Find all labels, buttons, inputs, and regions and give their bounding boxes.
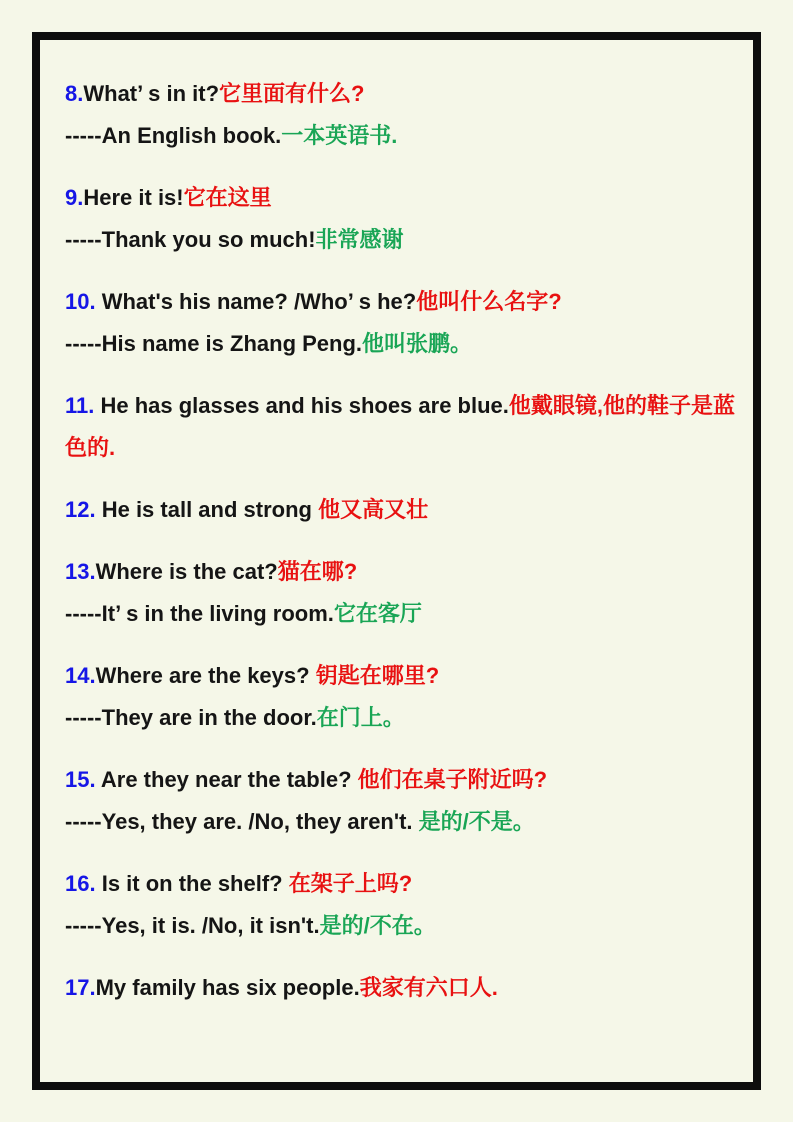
text-segment-number: 17. xyxy=(65,975,96,1000)
text-segment-english: Here it is! xyxy=(83,185,184,210)
text-segment-english: Is it on the shelf? xyxy=(95,871,289,896)
text-segment-english: He is tall and strong xyxy=(95,497,319,522)
answer-line xyxy=(65,905,747,947)
list-item xyxy=(65,759,747,843)
text-segment-english: What's his name? /Who’ s he? xyxy=(95,289,417,314)
text-segment-answer: 它在客厅 xyxy=(333,601,422,626)
question-line xyxy=(65,73,747,115)
text-segment-question: 它在这里 xyxy=(183,185,272,210)
text-segment-english: Where is the cat? xyxy=(95,559,278,584)
list-item xyxy=(65,551,747,635)
text-segment-question: 他戴眼镜,他的鞋子是蓝色的. xyxy=(65,393,736,460)
text-segment-number: 15. xyxy=(65,767,96,792)
text-segment-english: -----His name is Zhang Peng. xyxy=(65,331,363,356)
list-item xyxy=(65,73,747,157)
text-segment-number: 13. xyxy=(65,559,96,584)
text-segment-number: 14. xyxy=(65,663,96,688)
text-segment-english: -----Yes, it is. /No, it isn't. xyxy=(65,913,320,938)
question-line xyxy=(65,551,747,593)
text-segment-number: 11. xyxy=(65,393,95,418)
phrase-list xyxy=(40,40,753,1082)
text-segment-answer: 非常感谢 xyxy=(315,227,404,252)
question-line xyxy=(65,281,747,323)
text-segment-question: 它里面有什么? xyxy=(219,81,365,106)
answer-line xyxy=(65,219,747,261)
text-segment-english: Are they near the table? xyxy=(95,767,358,792)
text-segment-question: 钥匙在哪里? xyxy=(315,663,440,688)
text-segment-english: He has glasses and his shoes are blue. xyxy=(94,393,509,418)
document-border-frame xyxy=(32,32,761,1090)
text-segment-answer: 他叫张鹏。 xyxy=(362,331,473,356)
list-item xyxy=(65,177,747,261)
statement-line xyxy=(65,385,747,469)
text-segment-english: Where are the keys? xyxy=(95,663,316,688)
text-segment-question: 他又高又壮 xyxy=(318,497,429,522)
answer-line xyxy=(65,593,747,635)
text-segment-answer: 是的/不是。 xyxy=(418,809,535,834)
text-segment-number: 10. xyxy=(65,289,96,314)
text-segment-number: 8. xyxy=(65,81,84,106)
list-item xyxy=(65,863,747,947)
text-segment-question: 他们在桌子附近吗? xyxy=(357,767,548,792)
statement-line xyxy=(65,489,747,531)
list-item xyxy=(65,655,747,739)
question-line xyxy=(65,177,747,219)
text-segment-number: 16. xyxy=(65,871,96,896)
text-segment-number: 9. xyxy=(65,185,84,210)
answer-line xyxy=(65,323,747,365)
text-segment-english: -----It’ s in the living room. xyxy=(65,601,334,626)
text-segment-english: -----Thank you so much! xyxy=(65,227,316,252)
text-segment-english: -----An English book. xyxy=(65,123,282,148)
text-segment-english: -----Yes, they are. /No, they aren't. xyxy=(65,809,419,834)
statement-line xyxy=(65,967,747,1009)
text-segment-english: What’ s in it? xyxy=(83,81,220,106)
answer-line xyxy=(65,115,747,157)
list-item xyxy=(65,489,747,531)
text-segment-question: 在架子上吗? xyxy=(288,871,413,896)
text-segment-answer: 一本英语书. xyxy=(281,123,398,148)
text-segment-english: -----They are in the door. xyxy=(65,705,317,730)
text-segment-question: 猫在哪? xyxy=(277,559,358,584)
question-line xyxy=(65,655,747,697)
text-segment-english: My family has six people. xyxy=(95,975,360,1000)
list-item xyxy=(65,967,747,1009)
text-segment-question: 他叫什么名字? xyxy=(416,289,562,314)
text-segment-question: 我家有六口人. xyxy=(359,975,498,1000)
text-segment-answer: 是的/不在。 xyxy=(319,913,436,938)
answer-line xyxy=(65,801,747,843)
answer-line xyxy=(65,697,747,739)
list-item xyxy=(65,385,747,469)
list-item xyxy=(65,281,747,365)
question-line xyxy=(65,863,747,905)
question-line xyxy=(65,759,747,801)
text-segment-number: 12. xyxy=(65,497,96,522)
text-segment-answer: 在门上。 xyxy=(316,705,405,730)
